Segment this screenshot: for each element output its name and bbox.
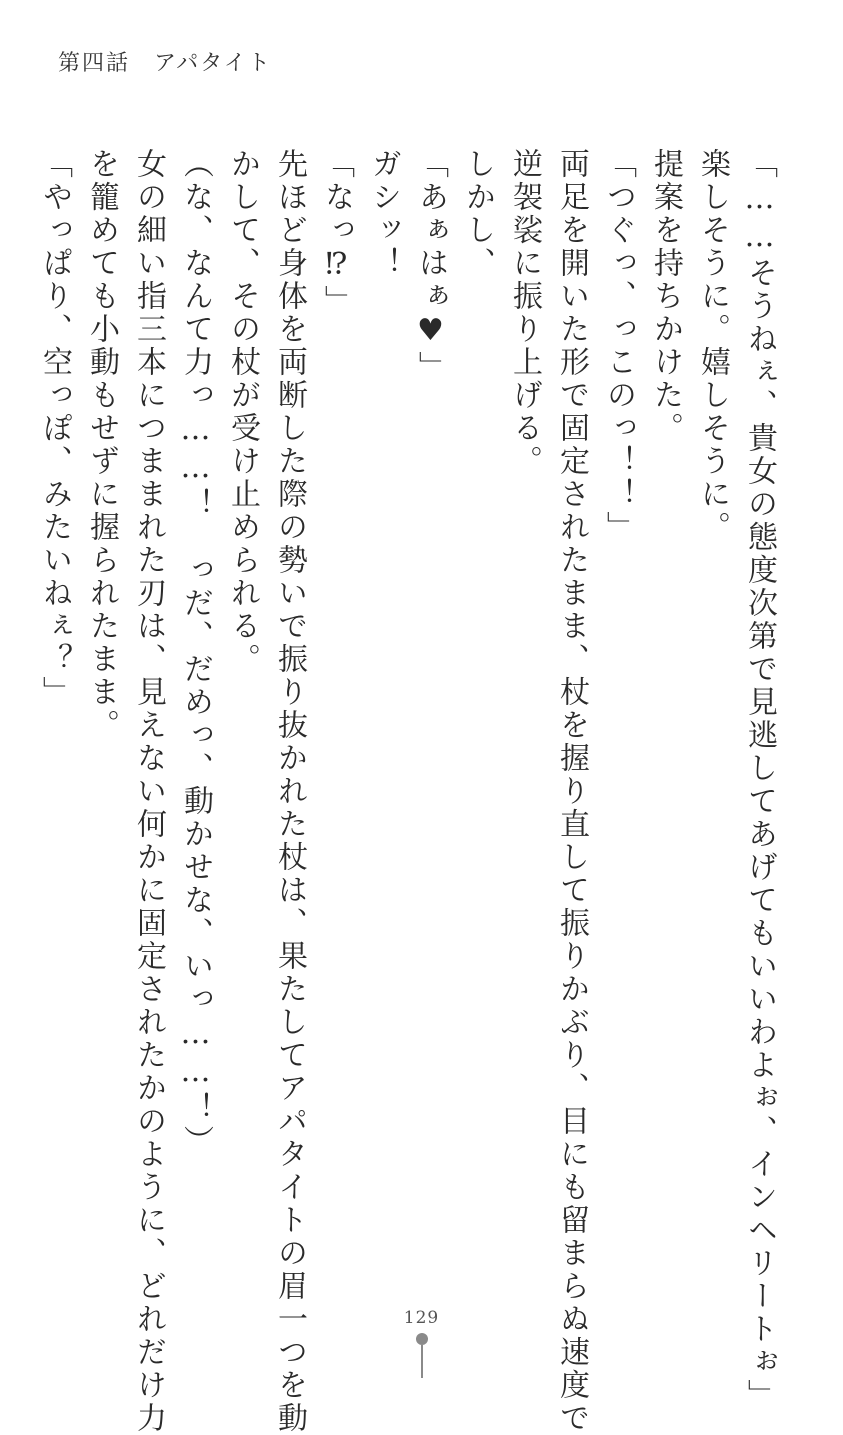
text-line: を籠めても小動もせずに握られたまま。 <box>84 148 119 742</box>
text-line: 「やっぱり、空っぽ、みたいねぇ？」 <box>37 148 72 709</box>
text-line: 楽しそうに。嬉しそうに。 <box>695 148 730 544</box>
text-line: 「あぁはぁ♥」 <box>413 148 448 384</box>
text-line: 女の細い指三本につままれた刃は、見えない何かに固定されたかのように、どれだけ力 <box>131 148 166 1435</box>
page-marker-icon <box>416 1333 428 1378</box>
text-line: かして、その杖が受け止められる。 <box>225 148 260 676</box>
text-line: しかし、 <box>460 148 495 280</box>
text-line: 「……そうねぇ、貴女の態度次第で見逃してあげてもいいわよぉ、インヘリートぉ」 <box>742 148 777 1412</box>
text-line: 逆袈裟に振り上げる。 <box>507 148 542 478</box>
text-line: 「なっ⁉」 <box>319 148 354 318</box>
page-number: 129 <box>403 1308 440 1328</box>
text-line: 両足を開いた形で固定されたまま、杖を握り直して振りかぶり、目にも留まらぬ速度で <box>554 148 589 1435</box>
text-line: 先ほど身体を両断した際の勢いで振り抜かれた杖は、果たしてアパタイトの眉一つを動 <box>272 148 307 1435</box>
marker-stem <box>421 1345 423 1378</box>
text-line: ガシッ！ <box>366 148 401 280</box>
text-line: 提案を持ちかけた。 <box>648 148 683 445</box>
text-line: 「つぐっ、っこのっ！！」 <box>601 148 636 544</box>
text-line: （な、なんて力っ……！ っだ、だめっ、動かせな、いっ……！） <box>178 148 213 1158</box>
marker-dot <box>416 1333 428 1345</box>
running-header: 第四話 アパタイト <box>58 51 272 76</box>
